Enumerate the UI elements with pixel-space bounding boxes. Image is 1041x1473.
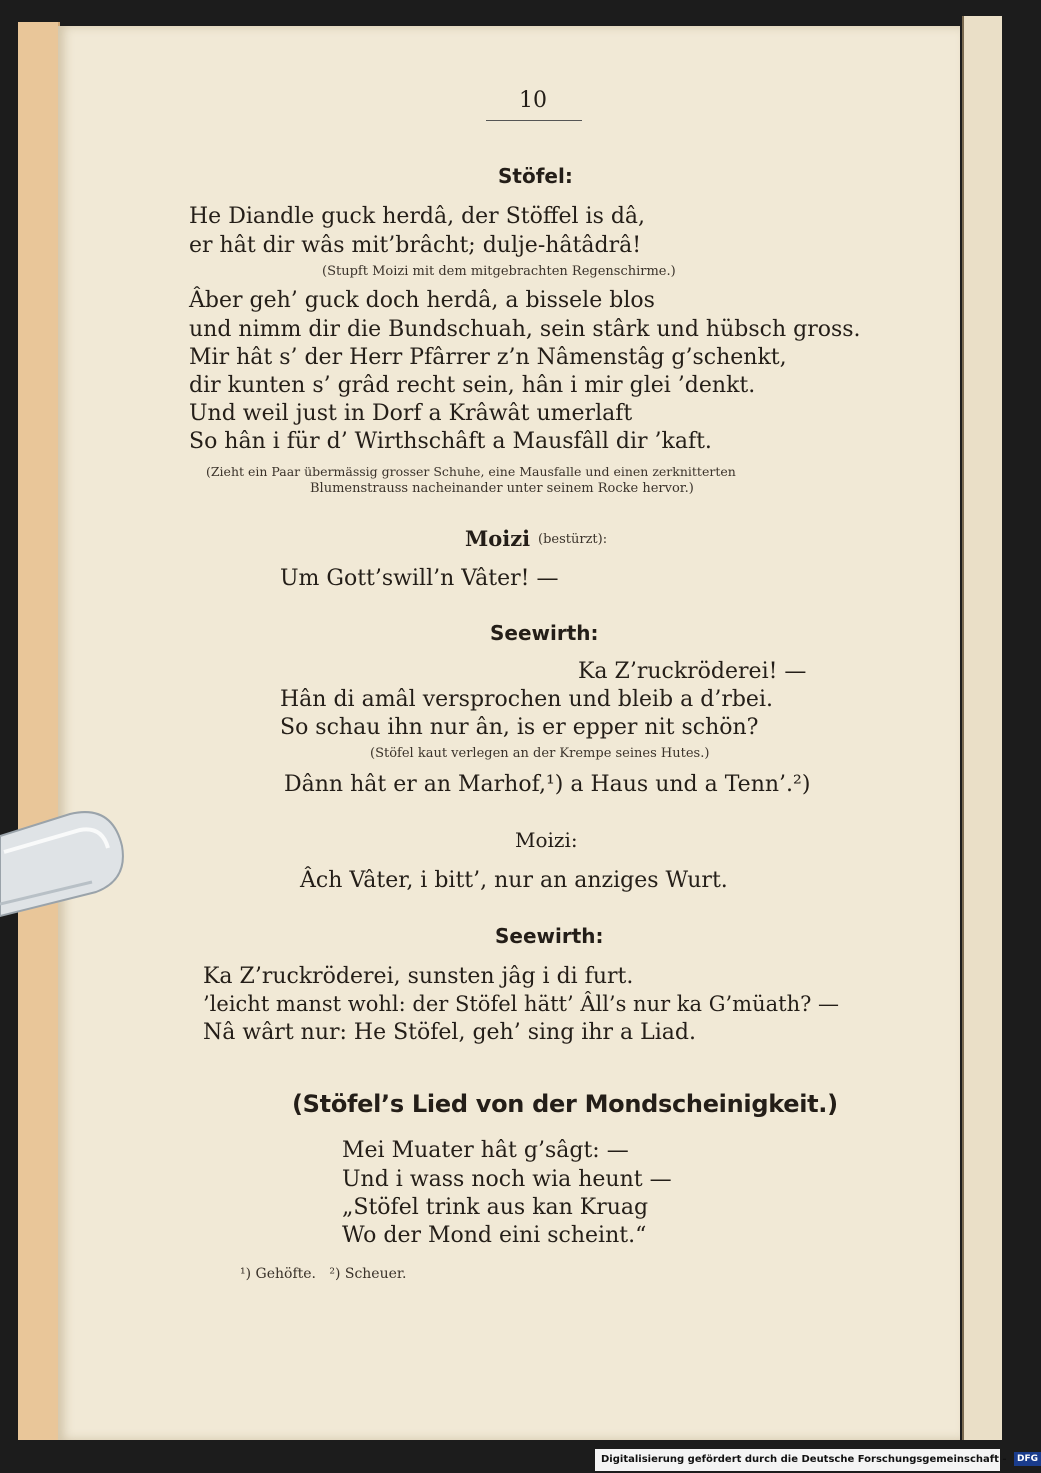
verse-line: Nâ wârt nur: He Stöfel, geh’ sing ihr a Liad. — [203, 1020, 696, 1045]
verse-line: Âch Vâter, i bitt’, nur an anziges Wurt. — [300, 868, 728, 893]
song-line: Und i wass noch wia heunt — — [342, 1167, 672, 1192]
stage-direction: (Zieht ein Paar übermässig grosser Schuhe, eine Mausfalle und einen zerknitterten — [206, 464, 736, 479]
book-board — [18, 22, 60, 1440]
verse-line: Hân di amâl versprochen und bleib a d’rbei. — [280, 687, 773, 712]
song-title: (Stöfel’s Lied von der Mondscheinigkeit.) — [292, 1090, 838, 1118]
glass-page-clip — [0, 808, 126, 916]
adjacent-page-edge — [962, 16, 1002, 1440]
digitization-credit — [595, 1449, 1039, 1471]
stage-direction: Blumenstrauss nacheinander unter seinem Rocke hervor.) — [310, 481, 694, 496]
verse-line: Und weil just in Dorf a Krâwât umerlaft — [189, 401, 633, 426]
speaker-moizi: Moizi: — [515, 828, 578, 852]
verse-line: und nimm dir die Bundschuah, sein stârk und hübsch gross. — [189, 317, 861, 342]
verse-line: So schau ihn nur ân, is er epper nit schön? — [280, 715, 759, 740]
speaker-moizi: Moizi — [465, 526, 531, 551]
page-number: 10 — [519, 88, 547, 113]
verse-line: He Diandle guck herdâ, der Stöffel is dâ, — [189, 204, 646, 229]
speaker-seewirth: Seewirth: — [490, 621, 599, 645]
speaker-stoefel: Stöfel: — [498, 164, 573, 188]
stage-direction: (Stöfel kaut verlegen an der Krempe seines Hutes.) — [370, 746, 710, 761]
song-line: Mei Muater hât g’sâgt: — — [342, 1138, 629, 1163]
dfg-logo-icon: DFG — [1014, 1452, 1041, 1466]
speaker-seewirth: Seewirth: — [495, 924, 604, 948]
verse-line: er hât dir wâs mit’brâcht; dulje-hâtâdrâ! — [189, 233, 642, 258]
stage-direction: (Stupft Moizi mit dem mitgebrachten Regenschirme.) — [322, 264, 676, 279]
verse-line: Âber geh’ guck doch herdâ, a bissele blos — [189, 288, 655, 313]
stage-direction: (bestürzt): — [538, 532, 608, 547]
credit-text: Digitalisierung gefördert durch die Deutsche Forschungsgemeinschaft - — [601, 1454, 1007, 1465]
verse-line: Dânn hât er an Marhof,¹) a Haus und a Tenn’.²) — [284, 772, 811, 797]
header-rule — [486, 120, 582, 121]
song-line: Wo der Mond eini scheint.“ — [342, 1223, 647, 1248]
verse-line: Um Gott’swill’n Vâter! — — [280, 566, 559, 591]
verse-line: dir kunten s’ grâd recht sein, hân i mir glei ’denkt. — [189, 373, 756, 398]
verse-line: Ka Z’ruckröderei, sunsten jâg i di furt. — [203, 964, 634, 989]
song-line: „Stöfel trink aus kan Kruag — [342, 1195, 649, 1220]
verse-line: So hân i für d’ Wirthschâft a Mausfâll dir ’kaft. — [189, 429, 712, 454]
verse-line: Ka Z’ruckröderei! — — [578, 659, 807, 684]
footnotes: ¹) Gehöfte. ²) Scheuer. — [240, 1266, 407, 1282]
verse-line: Mir hât s’ der Herr Pfârrer z’n Nâmenstâg g’schenkt, — [189, 345, 787, 370]
verse-line: ’leicht manst wohl: der Stöfel hätt’ Âll’s nur ka G’müath? — — [203, 992, 840, 1016]
